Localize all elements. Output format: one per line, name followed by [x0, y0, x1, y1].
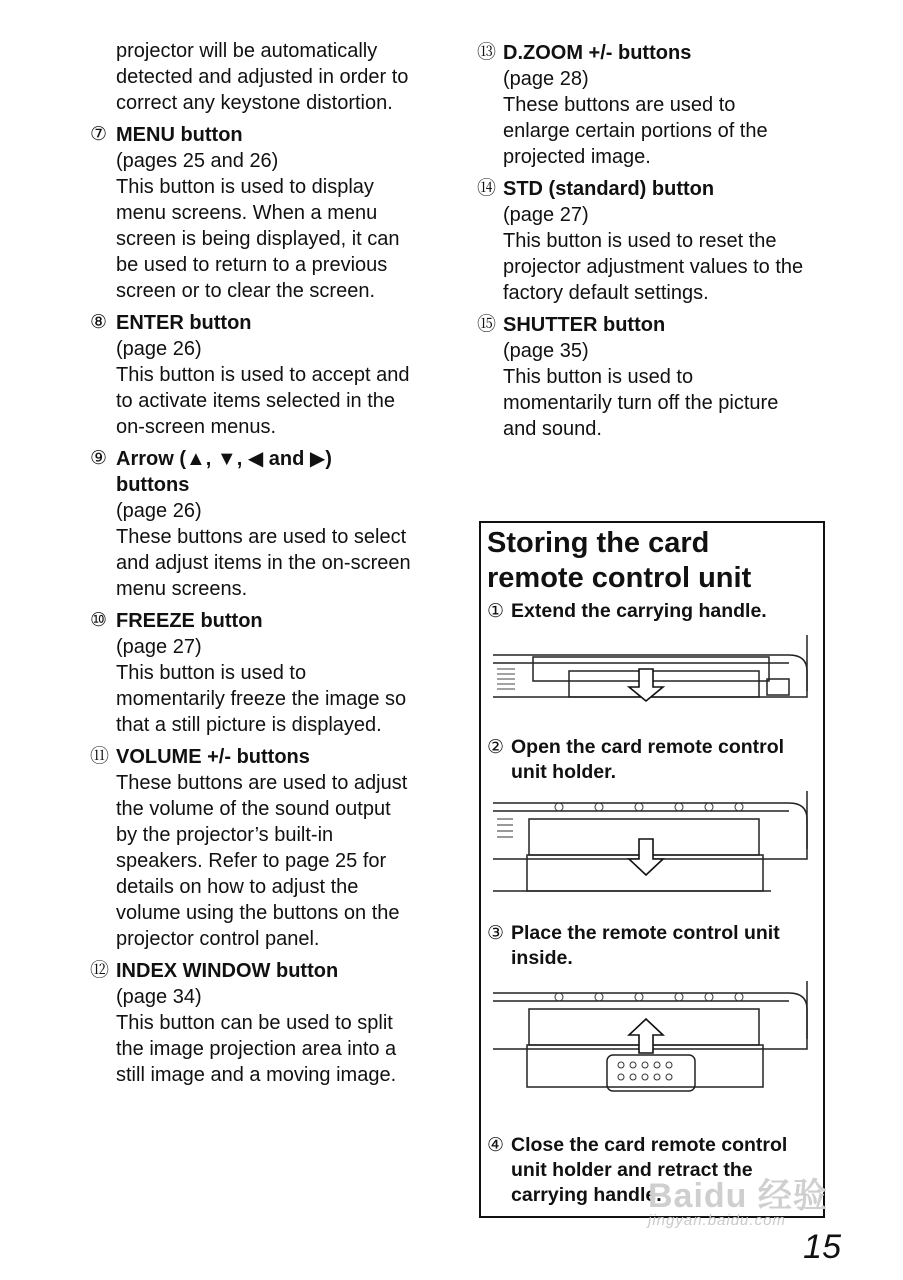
step-number: ③ — [487, 923, 505, 944]
page-reference: (page 27) — [503, 204, 589, 226]
entry-dzoom-buttons — [477, 40, 847, 170]
box-title-line: remote control unit — [487, 562, 752, 594]
entry-index-window-button — [90, 958, 450, 1088]
entry-title: ENTER button — [116, 312, 252, 334]
text-line: This button is used to — [116, 662, 307, 684]
step-text: Extend the carrying handle. — [511, 600, 767, 622]
entry-title-continued: buttons — [116, 474, 190, 496]
entry-title: D.ZOOM +/- buttons — [503, 42, 692, 64]
text-line: details on how to adjust the — [116, 876, 359, 898]
text-line: by the projector’s built-in — [116, 824, 334, 846]
arrow-up-icon — [629, 1019, 663, 1053]
text-line: and adjust items in the on-screen — [116, 552, 411, 574]
remote-placed-illustration — [489, 979, 815, 1099]
item-number: ⑦ — [90, 124, 108, 145]
left-column — [90, 38, 450, 1094]
text-line: factory default settings. — [503, 282, 709, 304]
text-line: be used to return to a previous — [116, 254, 388, 276]
text-line: This button is used to reset the — [503, 230, 777, 252]
text-line: momentarily turn off the picture — [503, 392, 779, 414]
text-line: correct any keystone distortion. — [116, 92, 393, 114]
step-2 — [487, 735, 819, 785]
entry-title: INDEX WINDOW button — [116, 960, 339, 982]
watermark-url: jingyan.baidu.com — [648, 1212, 786, 1229]
box-title — [487, 526, 823, 596]
page-reference: (page 28) — [503, 68, 589, 90]
remote-control-image — [607, 1055, 695, 1091]
text-line: projector control panel. — [116, 928, 320, 950]
text-line: the volume of the sound output — [116, 798, 391, 820]
text-line: These buttons are used to — [503, 94, 736, 116]
entry-arrow-buttons — [90, 446, 450, 602]
item-number: ⑬ — [477, 42, 497, 63]
entry-title: STD (standard) button — [503, 178, 715, 200]
entry-volume-buttons — [90, 744, 450, 952]
page-reference: (page 35) — [503, 340, 589, 362]
watermark-text: Baidu 经验 — [648, 1177, 828, 1215]
item-number: ⑩ — [90, 610, 108, 631]
right-column — [477, 40, 847, 448]
entry-shutter-button — [477, 312, 847, 442]
text-line: that a still picture is displayed. — [116, 714, 382, 736]
item-number: ⑫ — [90, 960, 110, 981]
storing-instructions-box — [479, 521, 825, 1218]
text-line: projected image. — [503, 146, 651, 168]
entry-menu-button — [90, 122, 450, 304]
text-line: This button can be used to split — [116, 1012, 393, 1034]
entry-title: FREEZE button — [116, 610, 263, 632]
continuation-text — [116, 38, 450, 116]
entry-title: VOLUME +/- buttons — [116, 746, 310, 768]
entry-enter-button — [90, 310, 450, 440]
page-reference: (page 34) — [116, 986, 202, 1008]
step-1 — [487, 599, 819, 624]
entry-title: Arrow (▲, ▼, ◀ and ▶) — [116, 448, 332, 470]
item-number: ⑮ — [477, 314, 497, 335]
arrow-down-icon — [629, 669, 663, 701]
text-line: and sound. — [503, 418, 602, 440]
text-line: menu screens. — [116, 578, 248, 600]
text-line: These buttons are used to adjust — [116, 772, 408, 794]
step-text: Open the card remote control unit holder. — [511, 736, 785, 783]
page-reference: (page 26) — [116, 500, 202, 522]
item-number: ⑭ — [477, 178, 497, 199]
text-line: detected and adjusted in order to — [116, 66, 409, 88]
text-line: screen is being displayed, it can — [116, 228, 400, 250]
page-number: 15 — [803, 1228, 841, 1266]
step-number: ② — [487, 737, 505, 758]
step-text: Place the remote control unit inside. — [511, 922, 780, 969]
arrow-down-icon — [629, 839, 663, 875]
entry-freeze-button — [90, 608, 450, 738]
text-line: These buttons are used to select — [116, 526, 407, 548]
item-number: ⑧ — [90, 312, 108, 333]
text-line: menu screens. When a menu — [116, 202, 378, 224]
text-line: volume using the buttons on the — [116, 902, 400, 924]
text-line: speakers. Refer to page 25 for — [116, 850, 387, 872]
entry-title: MENU button — [116, 124, 243, 146]
step-3 — [487, 921, 819, 971]
text-line: This button is used to — [503, 366, 694, 388]
text-line: projector adjustment values to the — [503, 256, 804, 278]
entry-title: SHUTTER button — [503, 314, 666, 336]
item-number: ⑨ — [90, 448, 108, 469]
text-line: to activate items selected in the — [116, 390, 396, 412]
page-reference: (pages 25 and 26) — [116, 150, 279, 172]
box-title-line: Storing the card — [487, 527, 710, 559]
projector-handle-extended-illustration — [489, 631, 815, 711]
text-line: still image and a moving image. — [116, 1064, 397, 1086]
text-line: projector will be automatically — [116, 40, 378, 62]
page-reference: (page 26) — [116, 338, 202, 360]
page-reference: (page 27) — [116, 636, 202, 658]
text-line: enlarge certain portions of the — [503, 120, 768, 142]
text-line: This button is used to display — [116, 176, 374, 198]
text-line: momentarily freeze the image so — [116, 688, 407, 710]
step-text: Close the card remote control unit holder and retract the carrying handle. — [511, 1134, 788, 1206]
item-number: ⑪ — [90, 746, 110, 767]
entry-std-button — [477, 176, 847, 306]
text-line: on-screen menus. — [116, 416, 277, 438]
text-line: This button is used to accept and — [116, 364, 410, 386]
step-number: ④ — [487, 1135, 505, 1156]
text-line: screen or to clear the screen. — [116, 280, 376, 302]
step-number: ① — [487, 601, 505, 622]
holder-open-illustration — [489, 789, 815, 899]
text-line: the image projection area into a — [116, 1038, 397, 1060]
